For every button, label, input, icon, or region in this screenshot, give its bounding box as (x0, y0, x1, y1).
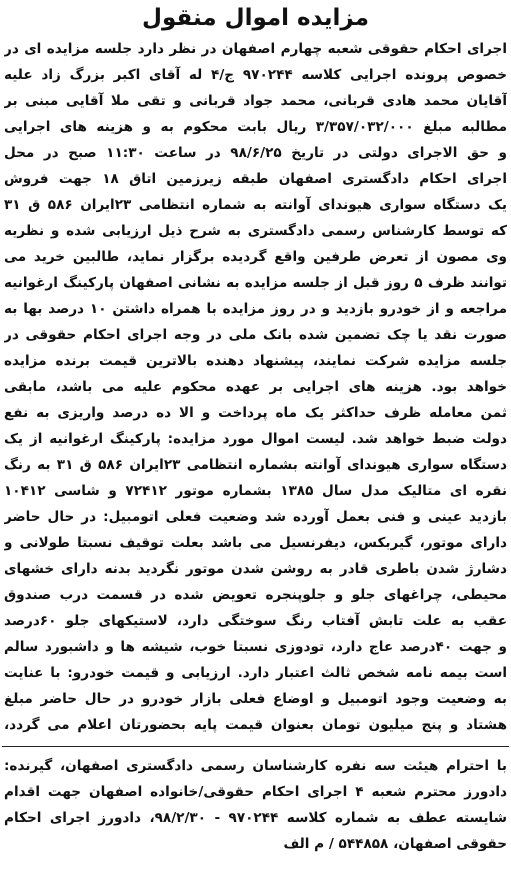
notice-line: دشارژ شدن باطری قادر به روشن شدن موتور نگردید بدنه دارای خشهای (4, 561, 507, 577)
notice-line: دولت ضبط خواهد شد. لیست اموال مورد مزایده: پارکینگ ارغوانیه از یک (4, 431, 507, 447)
notice-line: دارای موتور، گیربکس، دیفرنسیل می باشد بعلت توقیف نسبتا طولانی و (4, 535, 507, 551)
notice-line: جلسه مزایده شرکت نمایند، پیشنهاد دهنده بالاترین قیمت برنده مزایده (4, 353, 507, 369)
notice-line: عقب به علت تابش آفتاب رنگ سوختگی دارد، لاستیکهای جلو ۶۰درصد (4, 613, 507, 629)
footer-line: حقوقی اصفهان، ۵۴۴۸۵۸ / م الف (283, 836, 507, 852)
notice-line: وی مصون از تعرض طرفین واقع گردیده برگزار نماید، طالبین خرید می (4, 249, 507, 265)
footer-line: شایسته عطف به شماره کلاسه ۹۷۰۲۴۴ - ۹۸/۲/۳۰، دادورز اجرای احکام (4, 810, 507, 826)
notice-line: آقایان محمد هادی قربانی، محمد جواد قربانی و تقی ملا آقایی مبنی بر (4, 93, 507, 109)
notice-line: و جهت ۴۰درصد عاج دارد، تودوزی نسبتا خوب، شیشه ها و داشبورد سالم (4, 639, 507, 655)
notice-line: صورت نقد یا چک تضمین شده بانک ملی در وجه اجرای احکام حقوقی در (4, 327, 507, 343)
notice-line: دستگاه سواری هیوندای آوانته بشماره انتظامی ۲۳ایران ۵۸۶ ق ۳۱ به رنگ (4, 457, 507, 473)
notice-line: اجرای احکام حقوقی شعبه چهارم اصفهان در نظر دارد جلسه مزایده ای در (4, 41, 507, 57)
footer-line: دادورز محترم شعبه ۴ اجرای احکام حقوقی/خانواده اصفهان جهت اقدام (4, 784, 507, 800)
notice-line: محیطی، چراغهای جلو و جلوپنجره تعویض شده در قسمت درب صندوق (4, 587, 507, 603)
notice-body (0, 36, 511, 738)
notice-line: خواهد بود. هزینه های اجرایی بر عهده محکوم علیه می باشد، مابقی (4, 379, 507, 395)
notice-line: که توسط کارشناس رسمی دادگستری به شرح ذیل ارزیابی شده و نظریه (4, 223, 507, 239)
notice-line: یک دستگاه سواری هیوندای آوانته به شماره انتظامی ۲۳ایران ۵۸۶ ق ۳۱ (4, 197, 507, 213)
notice-line: بازدید عینی و فنی بعمل آورده شد وضعیت فعلی اتومبیل: در حال حاضر (4, 509, 507, 525)
notice-line: مطالبه مبلغ ۳/۳۵۷/۰۳۲/۰۰۰ ریال بابت محکوم به و هزینه های اجرایی (4, 119, 507, 135)
notice-title: مزایده اموال منقول (142, 5, 369, 31)
notice-line: و حق الاجرای دولتی در تاریخ ۹۸/۶/۲۵ در ساعت ۱۱:۳۰ صبح در محل (4, 145, 507, 161)
notice-line: هشتاد و پنج میلیون تومان بعنوان قیمت پایه بحضورتان اعلام می گردد، (4, 717, 507, 733)
footer-line: با احترام هیئت سه نفره کارشناسان رسمی دادگستری اصفهان، گیرنده: (4, 758, 507, 774)
notice-line: خصوص پرونده اجرایی کلاسه ۹۷۰۲۴۴ ج/۴ له آقای اکبر بزرگ زاد علیه (4, 67, 507, 83)
notice-line: نقره ای متالیک مدل سال ۱۳۸۵ بشماره موتور ۷۲۴۱۲ و شاسی ۱۰۴۱۲ (4, 483, 507, 499)
notice-line: مراجعه و از خودرو بازدید و در روز مزایده با همراه داشتن ۱۰ درصد بها به (4, 301, 507, 317)
notice-line: ثمن معامله ظرف حداکثر یک ماه پرداخت و الا ده درصد واریزی به نفع (4, 405, 507, 421)
notice-line: توانند ظرف ۵ روز قبل از جلسه مزایده به نشانی اصفهان پارکینگ ارغوانیه (4, 275, 507, 291)
notice-line: اجرای احکام دادگستری اصفهان طبقه زیرزمین اتاق ۱۸ جهت فروش (4, 171, 507, 187)
notice-line: است بیمه نامه شخص ثالث اعتبار دارد. ارزیابی و قیمت خودرو: با عنایت (4, 665, 507, 681)
notice-line: به وضعیت وجود اتومبیل و اوضاع فعلی بازار خودرو در حال حاضر مبلغ (4, 691, 507, 707)
notice-footer (0, 747, 511, 857)
